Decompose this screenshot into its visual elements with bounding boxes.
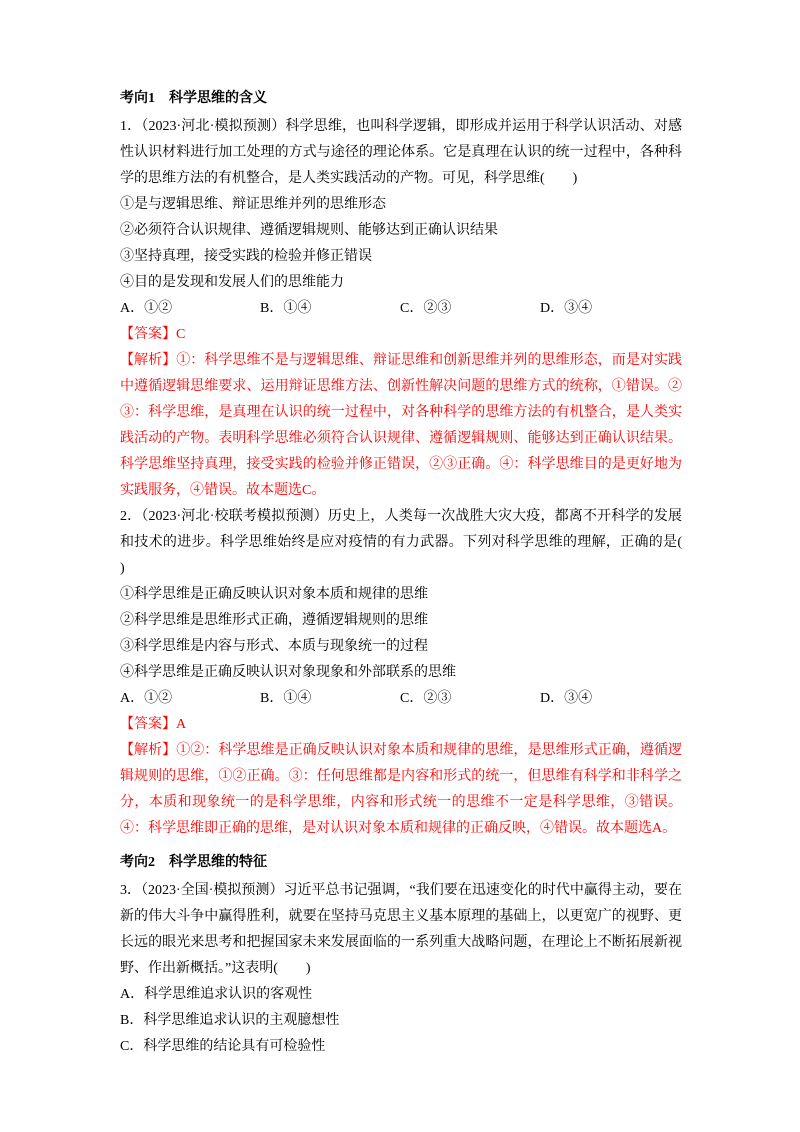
analysis-text: 【解析】①：科学思维不是与逻辑思维、辩证思维和创新思维并列的思维形态，而是对实践中遵循逻辑思维要求、运用辩证思维方法、创新性解决问题的思维方式的统称，①错误。②③：科学思维，是真理在认识的统一过程中，对各种科学的思维方法的有机整合，是人类实践活动的产物。表明科学思维必须符合认识规律、遵循逻辑规则、能够达到正确认识结果。科学思维坚持真理，接受实践的检验并修正错误，②③正确。④：科学思维目的是更好地为实践服务，④错误。故本题选C。	[120, 353, 682, 498]
section-heading: 考向1 科学思维的含义	[120, 91, 267, 106]
option-line: B．科学思维追求认识的主观臆想性	[120, 1013, 340, 1028]
choices-row	[120, 686, 682, 712]
choice-option: A．①②	[120, 691, 173, 706]
choice-option: A．①②	[120, 301, 173, 316]
choice-option: D．③④	[540, 691, 593, 706]
option-line: C．科学思维的结论具有可检验性	[120, 1039, 326, 1054]
choice-option: B．①④	[260, 691, 312, 706]
option-line: ①是与逻辑思维、辩证思维并列的思维形态	[120, 197, 386, 212]
option-line: A．科学思维追求认识的客观性	[120, 987, 313, 1002]
analysis-text: 【解析】①②：科学思维是正确反映认识对象本质和规律的思维，是思维形式正确，遵循逻辑规则的思维，①②正确。③：任何思维都是内容和形式的统一，但思维有科学和非科学之分，本质和现象统一的是科学思维，内容和形式统一的思维不一定是科学思维，③错误。④：科学思维即正确的思维，是对认识对象本质和规律的正确反映，④错误。故本题选A。	[120, 743, 682, 836]
choice-option: C．②③	[400, 691, 452, 706]
choice-option: C．②③	[400, 301, 452, 316]
choices-row	[120, 296, 682, 322]
question-stem: 1．（2023·河北·模拟预测）科学思维，也叫科学逻辑，即形成并运用于科学认识活动、对感性认识材料进行加工处理的方式与途径的理论体系。它是真理在认识的统一过程中，各种科学的思维方法的有机整合，是人类实践活动的产物。可见，科学思维( )	[120, 119, 682, 186]
option-line: ④科学思维是正确反映认识对象现象和外部联系的思维	[120, 665, 456, 680]
question-stem: 3．（2023·全国·模拟预测）习近平总书记强调，“我们要在迅速变化的时代中赢得主动，要在新的伟大斗争中赢得胜利，就要在坚持马克思主义基本原理的基础上，以更宽广的视野、更长远的眼光来思考和把握国家未来发展面临的一系列重大战略问题，在理论上不断拓展新视野、作出新概括。”这表明( )	[120, 883, 682, 976]
option-line: ②科学思维是思维形式正确，遵循逻辑规则的思维	[120, 613, 428, 628]
option-line: ②必须符合认识规律、遵循逻辑规则、能够达到正确认识结果	[120, 223, 498, 238]
answer-line: 【答案】A	[120, 717, 187, 732]
choice-option: D．③④	[540, 301, 593, 316]
option-line: ③坚持真理，接受实践的检验并修正错误	[120, 249, 372, 264]
choice-option: B．①④	[260, 301, 312, 316]
option-line: ①科学思维是正确反映认识对象本质和规律的思维	[120, 587, 428, 602]
option-line: ③科学思维是内容与形式、本质与现象统一的过程	[120, 639, 428, 654]
answer-line: 【答案】C	[120, 327, 186, 342]
question-stem: 2．（2023·河北·校联考模拟预测）历史上，人类每一次战胜大灾大疫，都离不开科学的发展和技术的进步。科学思维始终是应对疫情的有力武器。下列对科学思维的理解，正确的是( )	[120, 509, 710, 576]
section-heading: 考向2 科学思维的特征	[120, 855, 267, 870]
option-line: ④目的是发现和发展人们的思维能力	[120, 275, 344, 290]
